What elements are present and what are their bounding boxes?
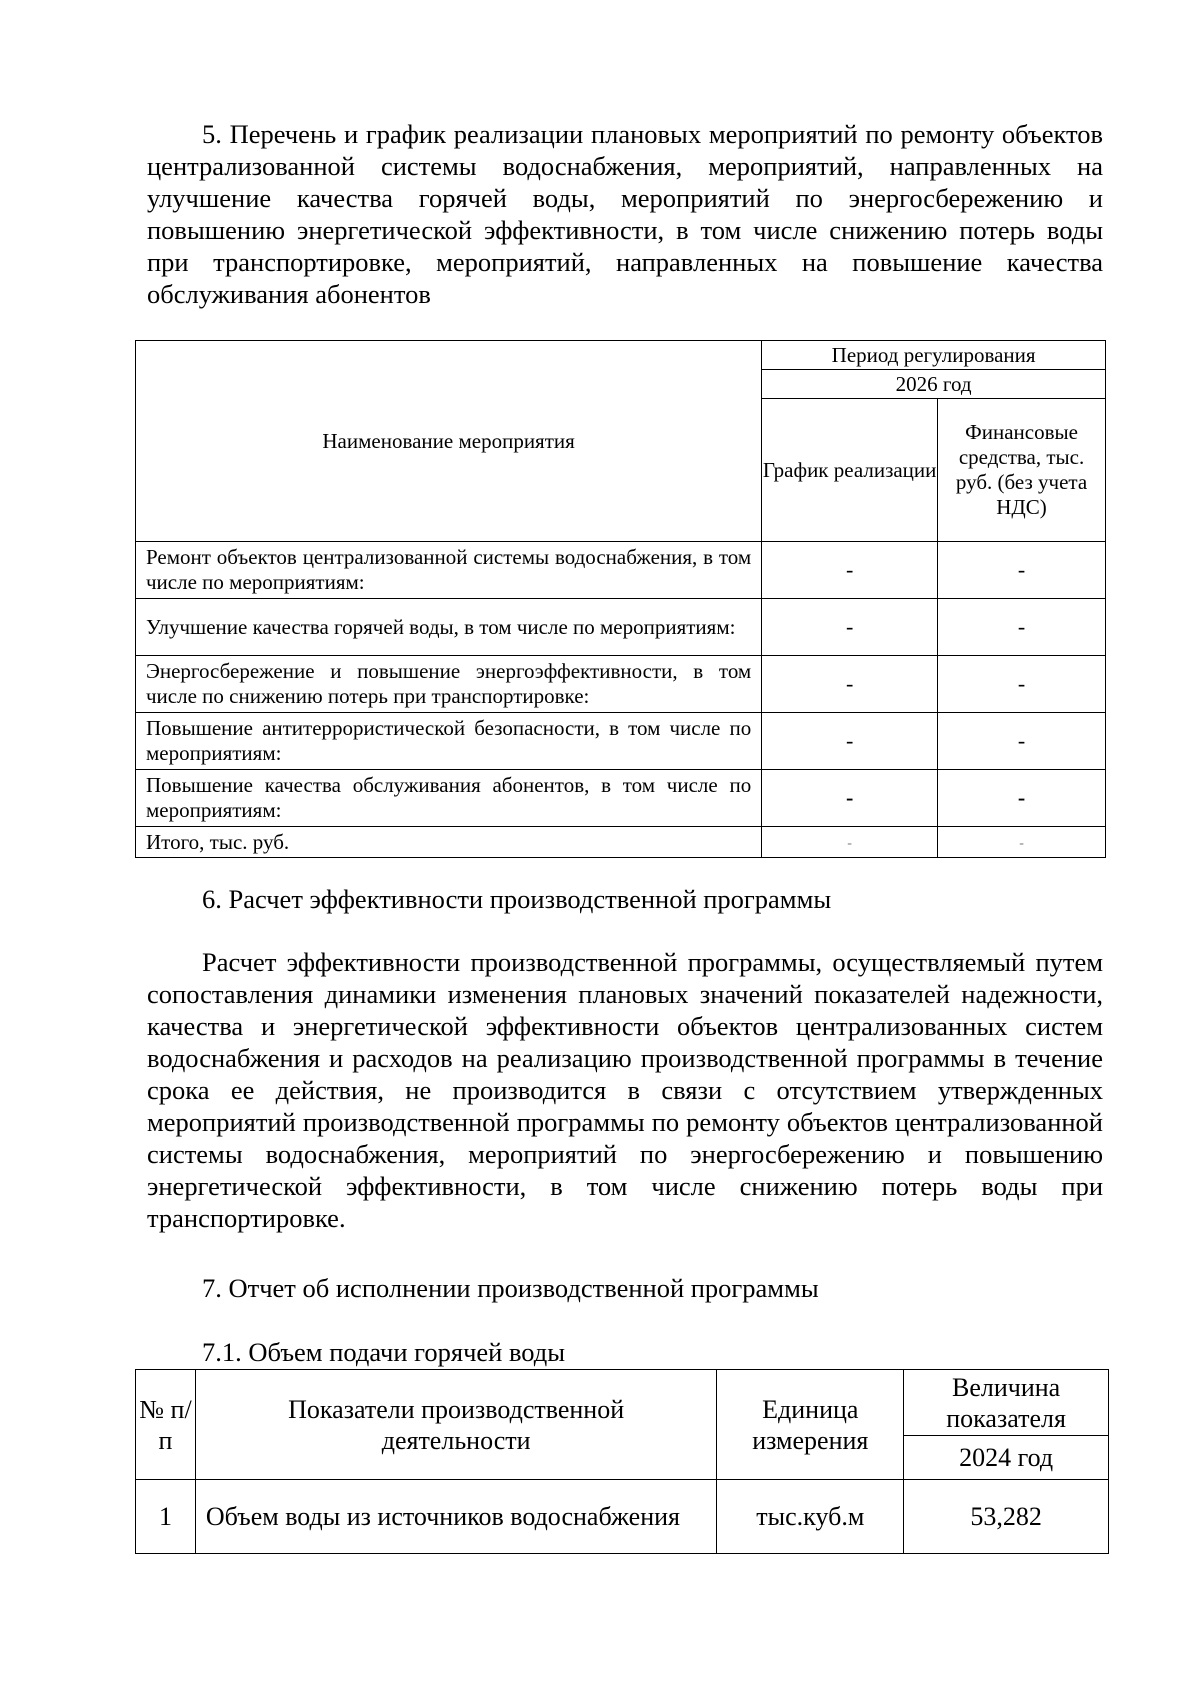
section-5-heading: 5. Перечень и график реализации плановых мероприятий по ремонту объектов централизованной системы водоснабжения, мероприятий, направленных на улучшение качества горячей воды, мероприятий по энергосбережению и повышению энергетической эффективности, в том числе снижению потерь воды при транспортировке, мероприятий, направленных на повышение качества обслуживания абонентов: [147, 119, 1103, 309]
header-value: Величина показателя: [904, 1370, 1109, 1436]
row-indicator: Объем воды из источников водоснабжения: [195, 1480, 716, 1554]
row-value: 53,282: [904, 1480, 1109, 1554]
header-year: 2024 год: [904, 1436, 1109, 1480]
finance-cell: -: [938, 656, 1106, 713]
finance-cell: -: [938, 599, 1106, 656]
table-row: [136, 713, 1106, 770]
header-unit: Единица измерения: [717, 1370, 904, 1480]
measure-name: Повышение антитеррористической безопасности, в том числе по мероприятиям:: [136, 713, 762, 770]
section-6-text: Расчет эффективности производственной программы, осуществляемый путем сопоставления динамики изменения плановых значений показателей надежности, качества и энергетической эффективности объектов централизованных систем водоснабжения и расходов на реализацию производственной программы в течение срока ее действия, не производится в связи с отсутствием утвержденных мероприятий производственной программы по ремонту объектов централизованной системы водоснабжения, мероприятий по энергосбережению и повышению энергетической эффективности, в том числе снижению потерь воды при транспортировке.: [147, 947, 1103, 1233]
header-measure-name: Наименование мероприятия: [136, 341, 762, 542]
finance-cell: -: [938, 542, 1106, 599]
section-6-heading: 6. Расчет эффективности производственной программы: [202, 884, 832, 914]
header-num: № п/п: [136, 1370, 196, 1480]
measure-name: Повышение качества обслуживания абонентов, в том числе по мероприятиям:: [136, 770, 762, 827]
measure-name: Ремонт объектов централизованной системы водоснабжения, в том числе по мероприятиям:: [136, 542, 762, 599]
table-row: [136, 1480, 1109, 1554]
section-7-1-heading: 7.1. Объем подачи горячей воды: [202, 1337, 566, 1367]
table-total-row: [136, 827, 1106, 858]
hot-water-volume-table: [135, 1369, 1109, 1554]
finance-cell: -: [938, 713, 1106, 770]
table-row: [136, 770, 1106, 827]
schedule-cell: -: [762, 542, 938, 599]
header-indicators: Показатели производственной деятельности: [195, 1370, 716, 1480]
section-7-heading: 7. Отчет об исполнении производственной программы: [202, 1273, 819, 1303]
header-year: 2026 год: [762, 370, 1106, 399]
finance-cell: -: [938, 770, 1106, 827]
measure-name: Улучшение качества горячей воды, в том числе по мероприятиям:: [136, 599, 762, 656]
schedule-cell: -: [762, 599, 938, 656]
schedule-cell: -: [762, 656, 938, 713]
table-row: [136, 599, 1106, 656]
table-row: [136, 542, 1106, 599]
row-unit: тыс.куб.м: [717, 1480, 904, 1554]
row-num: 1: [136, 1480, 196, 1554]
header-schedule: График реализации: [762, 399, 938, 542]
table-row: [136, 656, 1106, 713]
schedule-cell: -: [762, 770, 938, 827]
header-finance: Финансовые средства, тыс. руб. (без учета НДС): [938, 399, 1106, 542]
measure-name: Энергосбережение и повышение энергоэффективности, в том числе по снижению потерь при транспортировке:: [136, 656, 762, 713]
header-period: Период регулирования: [762, 341, 1106, 370]
finance-cell: -: [938, 827, 1106, 858]
measures-table: [135, 340, 1106, 858]
total-label: Итого, тыс. руб.: [136, 827, 762, 858]
schedule-cell: -: [762, 827, 938, 858]
schedule-cell: -: [762, 713, 938, 770]
